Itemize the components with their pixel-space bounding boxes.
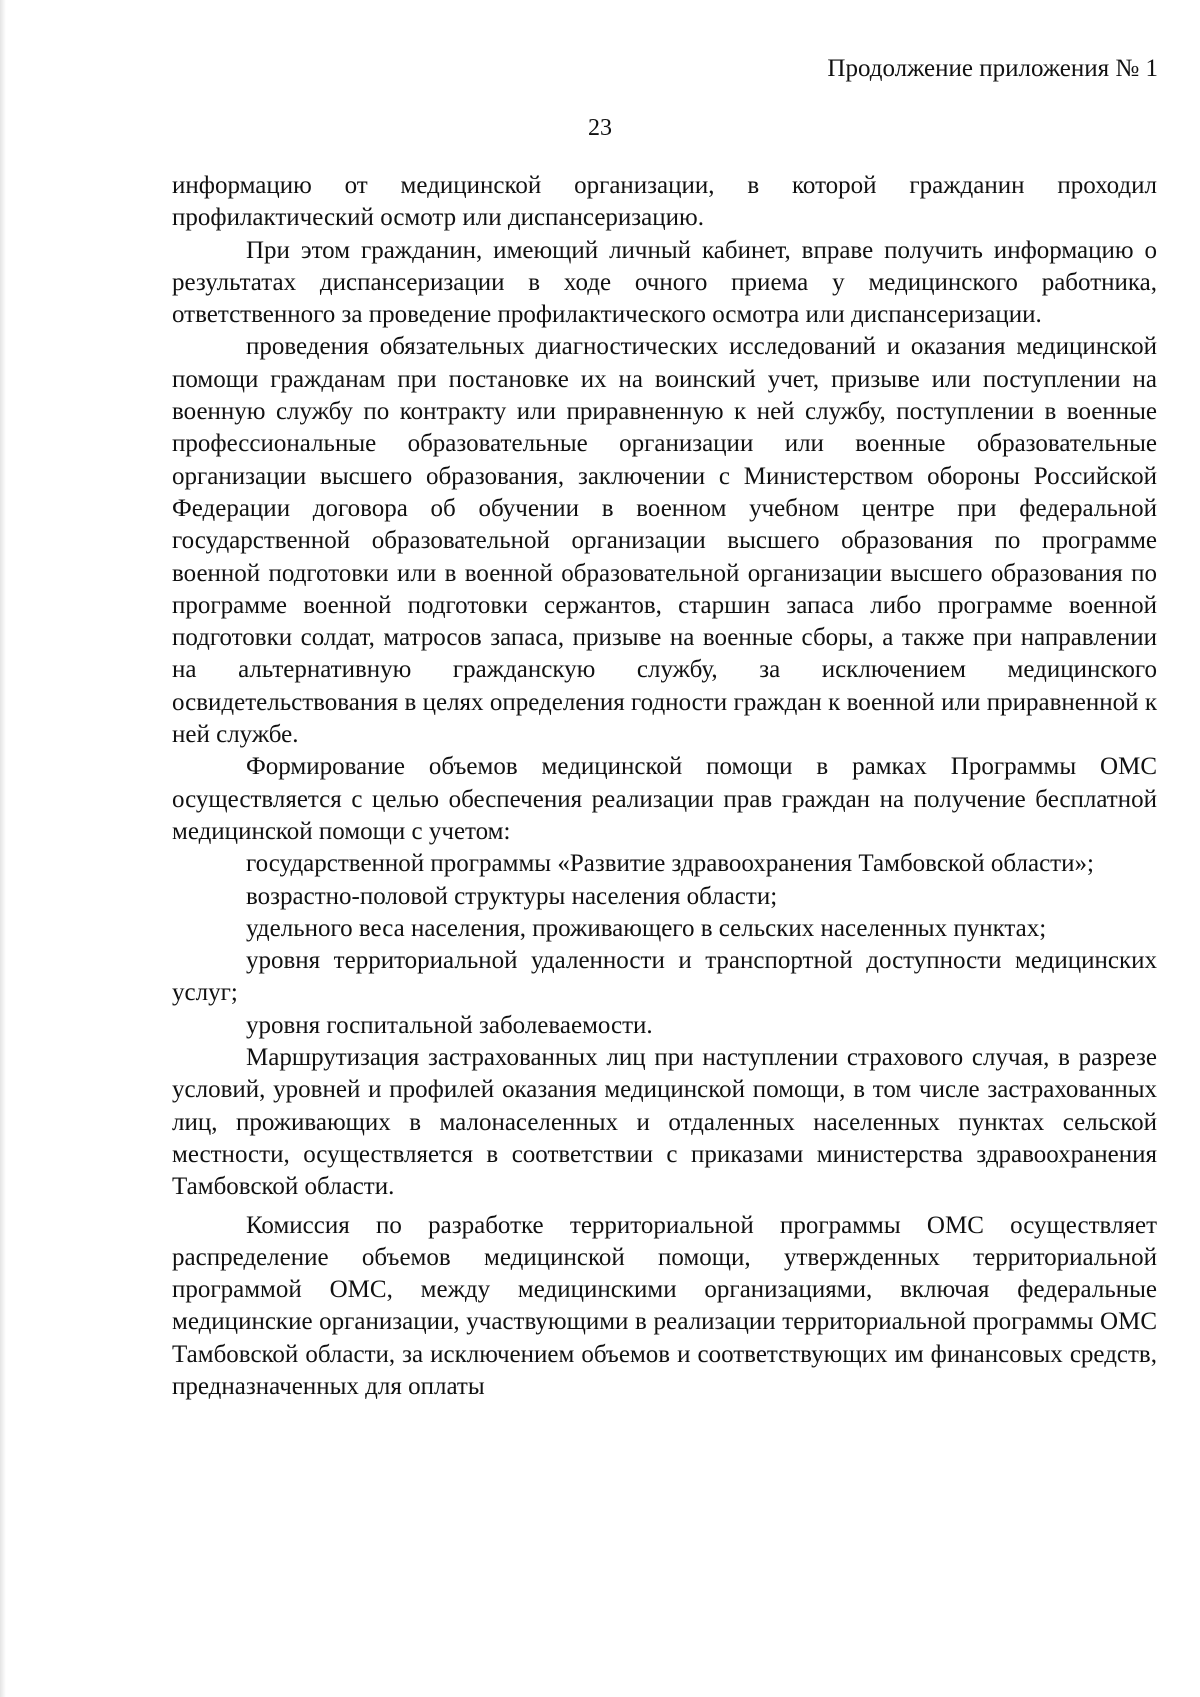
page-number: 23 <box>588 115 612 141</box>
appendix-continuation-note: Продолжение приложения № 1 <box>827 55 1158 82</box>
paragraph-volume-formation: Формирование объемов медицинской помощи в рамках Программы ОМС осуществляется с целью обеспечения реализации прав граждан на получение бесплатной медицинской помощи с учетом: <box>172 753 1157 845</box>
paragraph-continued: информацию от медицинской организации, в которой гражданин проходил профилактический осмотр или диспансеризацию. <box>172 172 1157 232</box>
paragraph-personal-cabinet: При этом гражданин, имеющий личный кабинет, вправе получить информацию о результатах диспансеризации в ходе очного приема у медицинского работника, ответственного за проведение профилактического осмотра или диспансеризации. <box>172 236 1157 329</box>
document-body <box>172 170 1157 1403</box>
paragraph-routing: Маршрутизация застрахованных лиц при наступлении страхового случая, в разрезе условий, уровней и профилей оказания медицинской помощи, в том числе застрахованных лиц, проживающих в малонаселенных и отдаленных населенных пунктах сельской местности, осуществляется в соответствии с приказами министерства здравоохранения Тамбовской области. <box>172 1044 1157 1201</box>
list-item-state-program: государственной программы «Развитие здравоохранения Тамбовской области»; <box>246 850 1094 878</box>
list-item-hospital-morbidity: уровня госпитальной заболеваемости. <box>246 1011 653 1039</box>
list-item-age-sex-structure: возрастно-половой структуры населения области; <box>246 882 778 910</box>
list-item-rural-population: удельного веса населения, проживающего в сельских населенных пунктах; <box>246 914 1047 942</box>
paragraph-military-examinations: проведения обязательных диагностических исследований и оказания медицинской помощи гражданам при постановке их на воинский учет, призыве или поступлении на военную службу по контракту или приравненную к ней службу, поступлении в военные профессиональные образовательные организации или военные образовательные организации высшего образования, заключении с Министерством обороны Российской Федерации договора об обучении в военном учебном центре при федеральной государственной образовательной организации высшего образования по программе военной подготовки или в военной образовательной организации высшего образования по программе военной подготовки сержантов, старшин запаса либо программе военной подготовки солдат, матросов запаса, призыве на военные сборы, а также при направлении на альтернативную гражданскую службу, за исключением медицинского освидетельствования в целях определения годности граждан к военной или приравненной к ней службе. <box>172 333 1157 749</box>
list-item-territorial-remoteness: уровня территориальной удаленности и транспортной доступности медицинских услуг; <box>172 947 1157 1007</box>
paragraph-commission: Комиссия по разработке территориальной программы ОМС осуществляет распределение объемов медицинской помощи, утвержденных территориальной программой ОМС, между медицинскими организациями, включая федеральные медицинские организации, участвующими в реализации территориальной программы ОМС Тамбовской области, за исключением объемов и соответствующих им финансовых средств, предназначенных для оплаты <box>172 1211 1157 1400</box>
scan-edge-shadow <box>0 0 6 1697</box>
